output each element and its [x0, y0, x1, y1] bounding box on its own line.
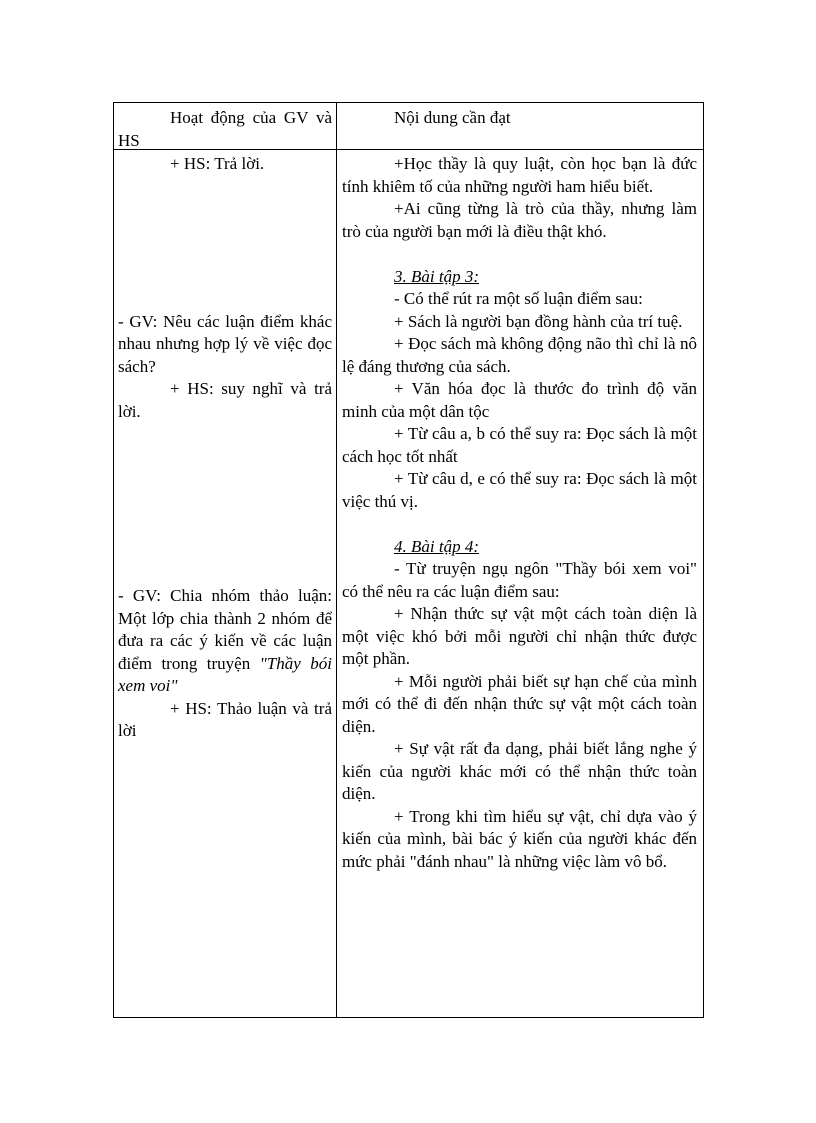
exercise-3-item: + Từ câu d, e có thể suy ra: Đọc sách là một việc thú vị.: [342, 469, 697, 511]
exercise-3-item: + Đọc sách mà không động não thì chỉ là nô lệ đáng thương của sách.: [342, 334, 697, 376]
exercise-3-item: + Từ câu a, b có thể suy ra: Đọc sách là một cách học tốt nhất: [342, 424, 697, 466]
content-paragraph-2: +Ai cũng từng là trò của thầy, nhưng làm trò của người bạn mới là điều thật khó.: [342, 199, 697, 241]
right-column-body: [342, 153, 697, 873]
gv-question-2: - GV: Nêu các luận điểm khác nhau nhưng hợp lý về việc đọc sách?: [118, 311, 332, 376]
exercise-4-item: + Mỗi người phải biết sự hạn chế của mình mới có thể đi đến nhận thức sự vật một cách toàn diện.: [342, 671, 697, 736]
header-left-text: Hoạt động của GV và HS: [118, 108, 332, 150]
exercise-3-item: + Văn hóa đọc là thước đo trình độ văn minh của một dân tộc: [342, 379, 697, 421]
fable-title: "Thầy bói xem voi": [118, 653, 332, 695]
exercise-3-intro: - Có thể rút ra một số luận điểm sau:: [394, 289, 643, 308]
exercise-3-item: + Sách là người bạn đồng hành của trí tuệ.: [394, 311, 683, 331]
exercise-3-heading: 3. Bài tập 3:: [394, 266, 479, 286]
column-divider: [336, 103, 337, 1017]
exercise-4-intro: - Từ truyện ngụ ngôn "Thầy bói xem voi" có thể nêu ra các luận điểm sau:: [342, 559, 697, 601]
hs-answer-2: + HS: suy nghĩ và trả lời.: [118, 379, 332, 421]
header-right-text: Nội dung cần đạt: [394, 108, 511, 127]
header-right-cell: [342, 107, 697, 130]
exercise-4-heading: 4. Bài tập 4:: [394, 536, 479, 556]
gv-question-3: [118, 585, 332, 698]
hs-answer-3: + HS: Thảo luận và trả lời: [118, 698, 332, 740]
exercise-4-item: + Nhận thức sự vật một cách toàn diện là một việc khó bởi mỗi người chỉ nhận thức được một phần.: [342, 604, 697, 668]
hs-answer-1: + HS: Trả lời.: [170, 154, 265, 173]
exercise-4-item: + Sự vật rất đa dạng, phải biết lắng nghe ý kiến của người khác mới có thể nhận thức toàn diện.: [342, 739, 697, 803]
header-left-cell: [118, 107, 332, 152]
lesson-table: [113, 102, 704, 1018]
exercise-4-item: + Trong khi tìm hiểu sự vật, chỉ dựa vào ý kiến của mình, bài bác ý kiến của người khác đến mức phải "đánh nhau" là những việc làm vô bổ.: [342, 806, 697, 871]
content-paragraph-1: +Học thầy là quy luật, còn học bạn là đức tính khiêm tố của những người ham hiểu biết.: [342, 154, 697, 196]
left-column-body: [118, 153, 332, 743]
gv-question-3-text: - GV: Chia nhóm thảo luận: Một lớp chia thành 2 nhóm để đưa ra các ý kiến về các luận điểm trong truyện: [118, 586, 332, 673]
